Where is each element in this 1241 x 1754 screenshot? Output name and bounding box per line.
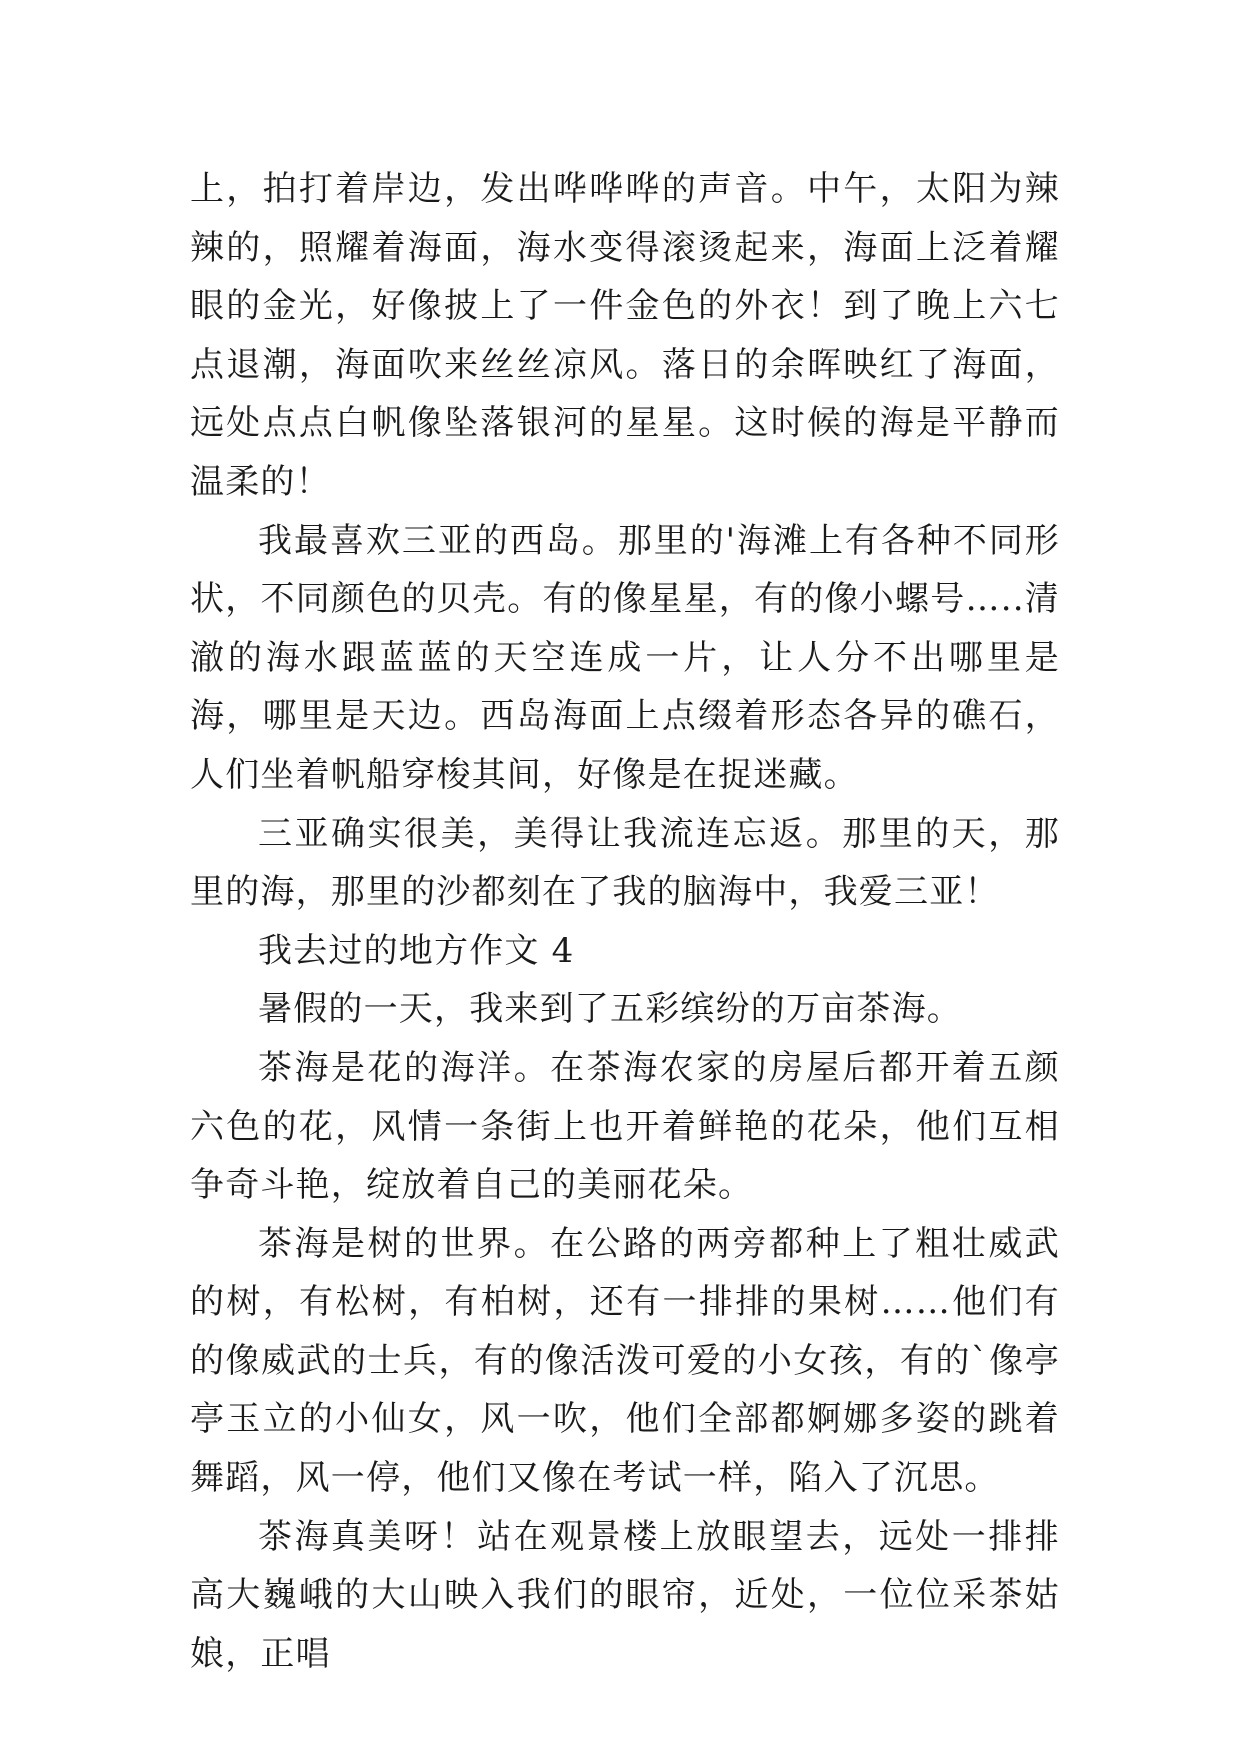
paragraph-xidao: 我最喜欢三亚的西岛。那里的'海滩上有各种不同形状，不同颜色的贝壳。有的像星星，有的像小螺号…..清澈的海水跟蓝蓝的天空连成一片，让人分不出哪里是海，哪里是天边。西岛海面上点缀着形态各异的礁石，人们坐着帆船穿梭其间，好像是在捉迷藏。 bbox=[190, 520, 1060, 795]
paragraph-summer-day: 暑假的一天，我来到了五彩缤纷的万亩茶海。 bbox=[258, 989, 962, 1030]
document-body bbox=[190, 160, 1060, 1683]
paragraph-flower-ocean: 茶海是花的海洋。在茶海农家的房屋后都开着五颜六色的花，风情一条街上也开着鲜艳的花朵，他们互相争奇斗艳，绽放着自己的美丽花朵。 bbox=[190, 1047, 1060, 1206]
paragraph-continued: 上，拍打着岸边，发出哗哗哗的声音。中午，太阳为辣辣的，照耀着海面，海水变得滚烫起来，海面上泛着耀眼的金光，好像披上了一件金色的外衣！到了晚上六七点退潮，海面吹来丝丝凉风。落日的余晖映红了海面，远处点点白帆像坠落银河的星星。这时候的海是平静而温柔的！ bbox=[190, 169, 1060, 502]
paragraph-tea-sea-view: 茶海真美呀！站在观景楼上放眼望去，远处一排排高大巍峨的大山映入我们的眼帘，近处，一位位采茶姑娘，正唱 bbox=[190, 1516, 1060, 1674]
paragraph-sanya-conclusion: 三亚确实很美，美得让我流连忘返。那里的天，那里的海，那里的沙都刻在了我的脑海中，我爱三亚！ bbox=[190, 813, 1060, 913]
paragraph-tree-world: 茶海是树的世界。在公路的两旁都种上了粗壮威武的树，有松树，有柏树，还有一排排的果树……他们有的像威武的士兵，有的像活泼可爱的小女孩，有的`像亭亭玉立的小仙女，风一吹，他们全部都婀娜多姿的跳着舞蹈，风一停，他们又像在考试一样，陷入了沉思。 bbox=[190, 1223, 1060, 1499]
essay-heading: 我去过的地方作文 4 bbox=[258, 930, 575, 971]
